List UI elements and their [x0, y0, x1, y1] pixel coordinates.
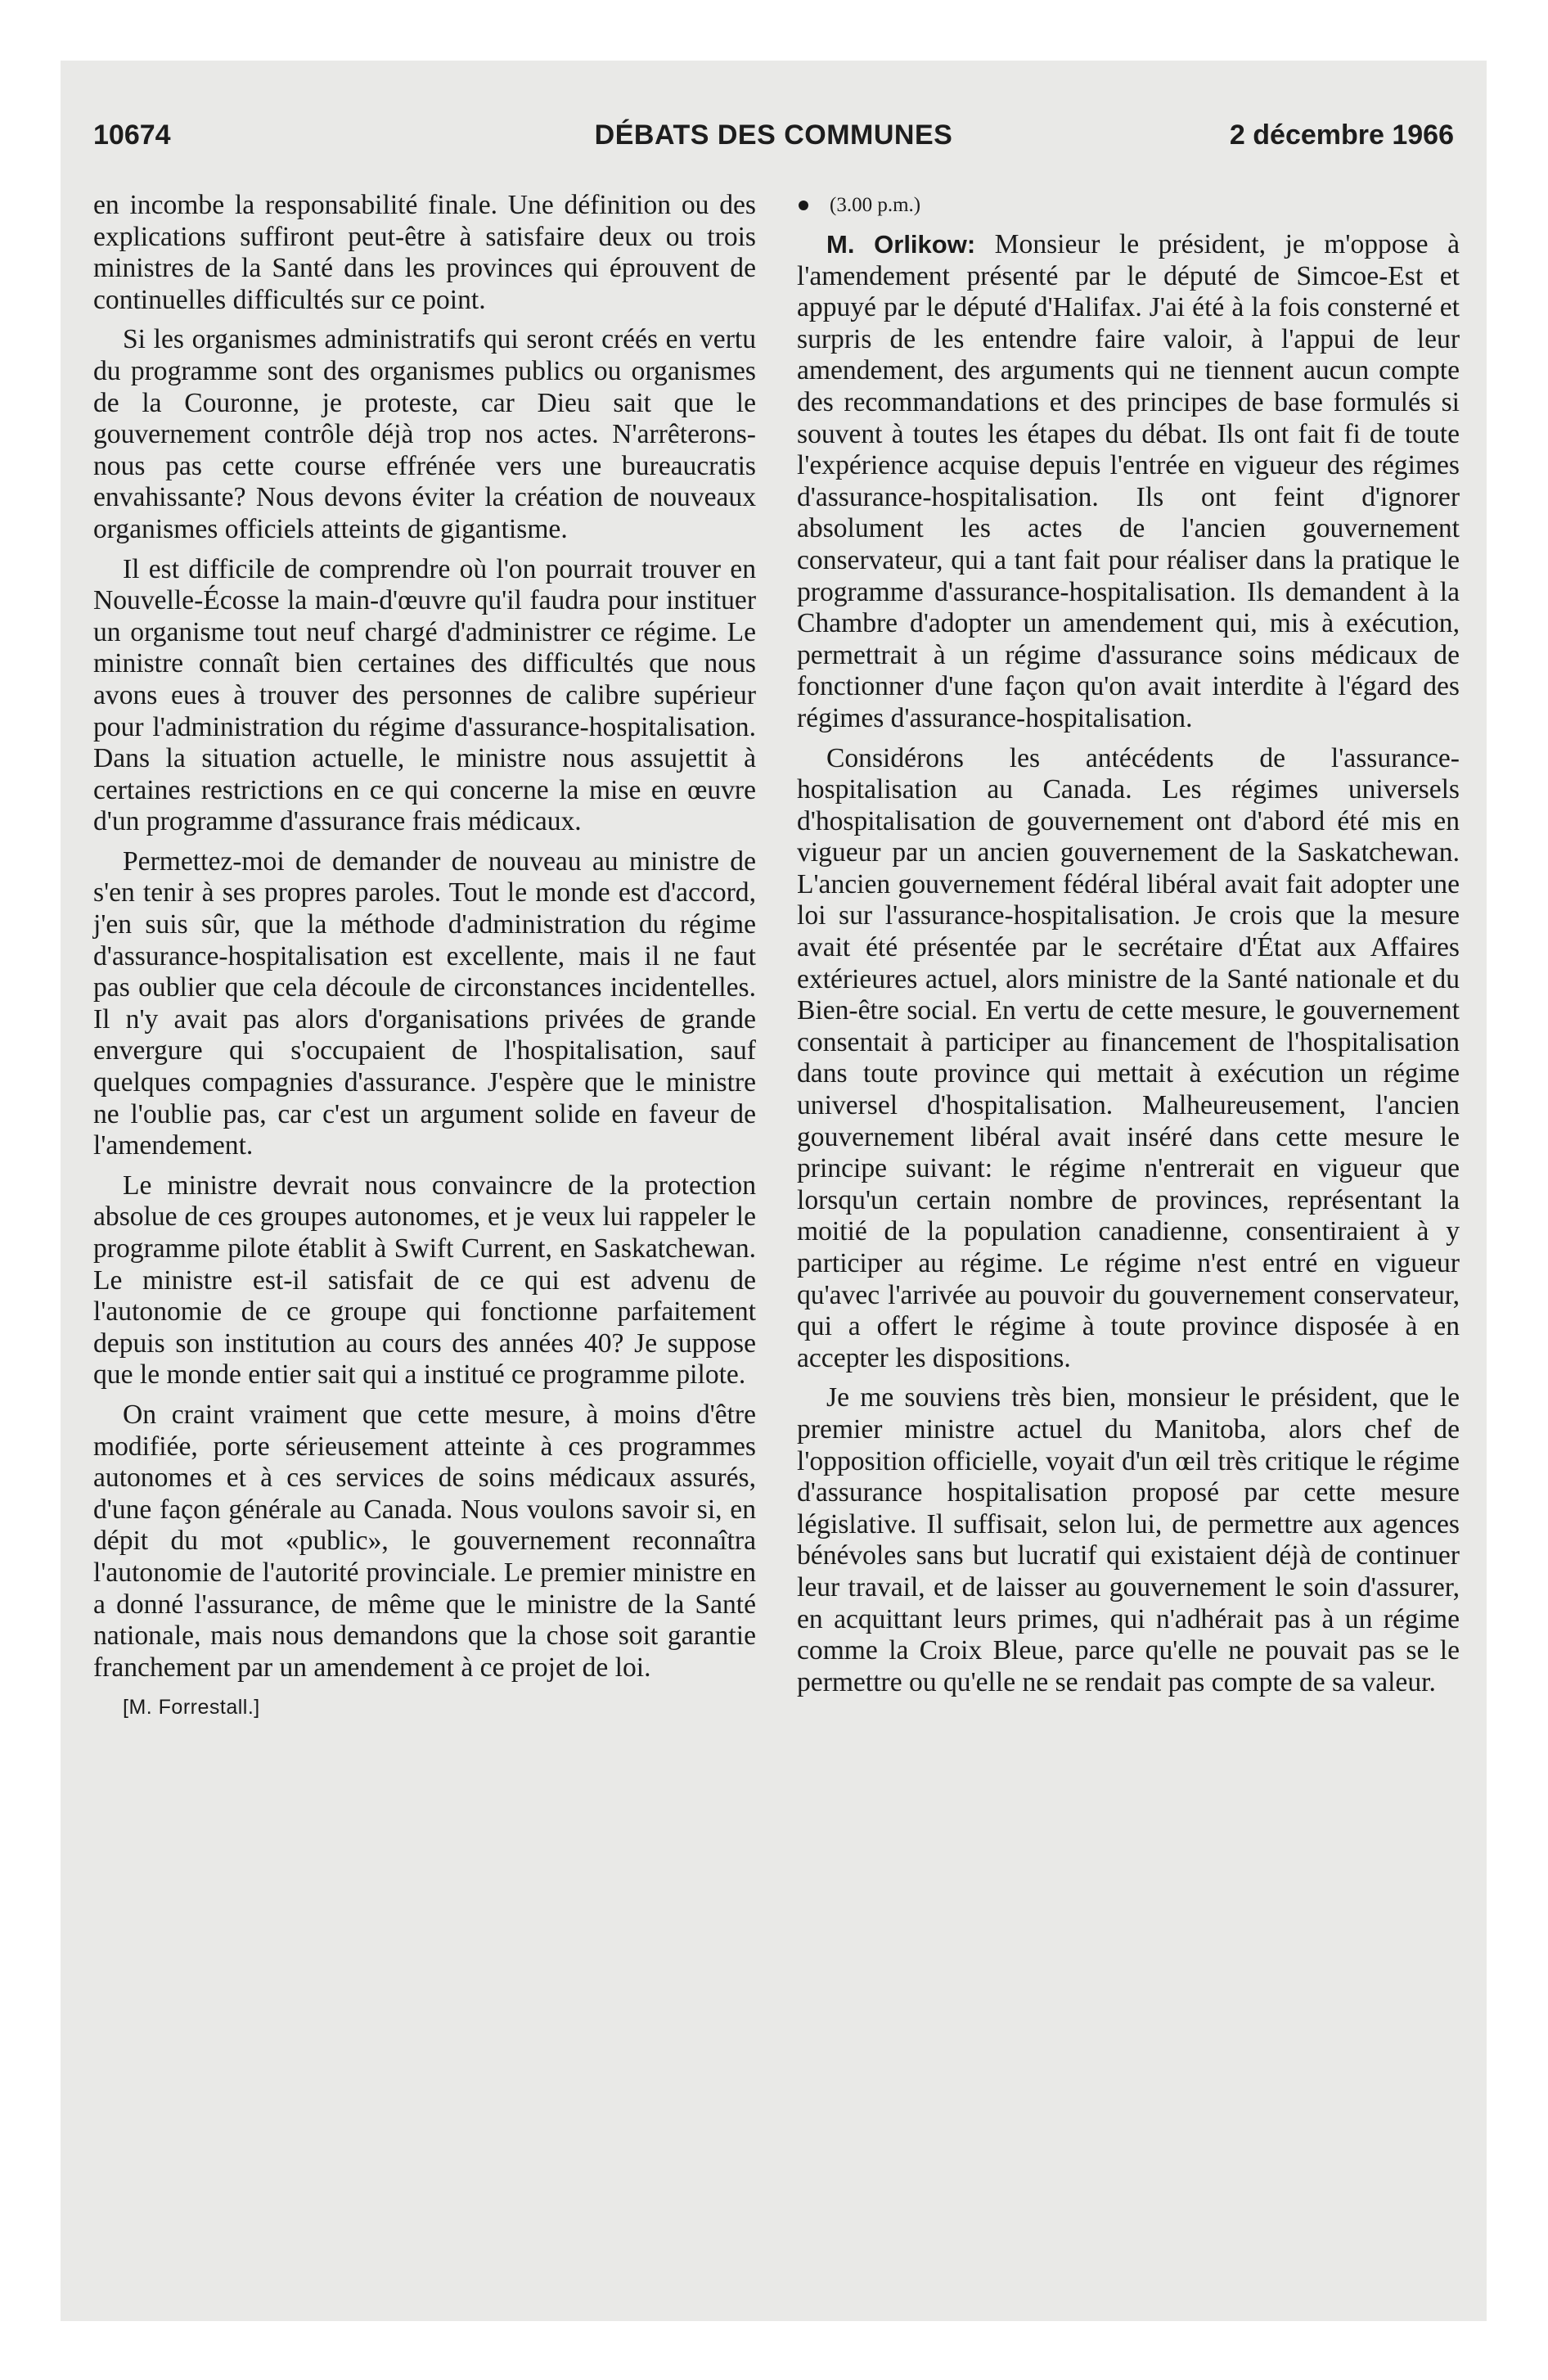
paragraph: Permettez-moi de demander de nouveau au ministre de s'en tenir à ses propres paroles. Tout le monde est d'accord, j'en suis sûr, que la méthode d'administration du régime d'assurance-hospitalisation est excellente, mais il ne faut pas oublier que cela découle de circonstances incidentelles. Il n'y avait pas alors d'organisations privées de grande envergure qui s'occupaient de l'hospitalisation, sauf quelques compagnies d'assurance. J'espère que le ministre ne l'oublie pas, car c'est un argument solide en faveur de l'amendement. — [93, 845, 756, 1161]
page-date: 2 décembre 1966 — [1229, 119, 1454, 151]
time-marker-line — [797, 190, 1460, 221]
paragraph: Considérons les antécédents de l'assurance-hospitalisation au Canada. Les régimes universels d'hospitalisation de gouvernement ont d'abord été mis en vigueur par un ancien gouvernement de la Saskatchewan. L'ancien gouvernement fédéral libéral avait fait adopter une loi sur l'assurance-hospitalisation. Je crois que la mesure avait été présentée par le secrétaire d'État aux Affaires extérieures actuel, alors ministre de la Santé nationale et du Bien-être social. En vertu de cette mesure, le gouvernement consentait à participer au financement de l'hospitalisation dans toute province qui mettait à exécution un régime universel d'hospitalisation. Malheureusement, l'ancien gouvernement libéral avait inséré dans cette mesure le principe suivant: le régime n'entrerait en vigueur que lorsqu'un certain nombre de provinces, représentant la moitié de la population canadienne, consentiraient à y participer au régime. Le régime n'est entré en vigueur qu'avec l'arrivée au pouvoir du gouvernement conservateur, qui a offert le régime à toute province disposée à en accepter les dispositions. — [797, 742, 1460, 1373]
paragraph: Le ministre devrait nous convaincre de la protection absolue de ces groupes autonomes, et je veux lui rappeler le programme pilote établit à Swift Current, en Saskatchewan. Le ministre est-il satisfait de ce qui est advenu de l'autonomie de ce groupe qui fonctionne parfaitement depuis son institution au cours des années 40? Je suppose que le monde entier sait qui a institué ce programme pilote. — [93, 1170, 756, 1391]
page-number: 10674 — [93, 119, 171, 151]
paragraph: On craint vraiment que cette mesure, à moins d'être modifiée, porte sérieusement atteinte à ces programmes autonomes et à ces services de soins médicaux assurés, d'une façon générale au Canada. Nous voulons savoir si, en dépit du mot «public», le gouvernement reconnaîtra l'autonomie de l'autorité provinciale. Le premier ministre en a donné l'assurance, de même que le ministre de la Santé nationale, mais nous demandons que la chose soit garantie franchement par un amendement à ce projet de loi. — [93, 1399, 756, 1683]
scanned-page — [61, 61, 1487, 2321]
page-header — [93, 119, 1454, 159]
paragraph: Si les organismes administratifs qui seront créés en vertu du programme sont des organismes publics ou organismes de la Couronne, je proteste, car Dieu sait que le gouvernement contrôle déjà trop nos actes. N'arrêterons-nous pas cette course effrénée vers une bureaucratis envahissante? Nous devons éviter la création de nouveaux organismes officiels atteints de gigantisme. — [93, 324, 756, 544]
paragraph: en incombe la responsabilité finale. Une définition ou des explications suffiront peut-être à satisfaire deux ou trois ministres de la Santé dans les provinces qui éprouvent de continuelles difficultés sur ce point. — [93, 190, 756, 315]
paragraph: Il est difficile de comprendre où l'on pourrait trouver en Nouvelle-Écosse la main-d'œuvre qu'il faudra pour instituer un organisme tout neuf chargé d'administrer ce régime. Le ministre connaît bien certaines des difficultés que nous avons eues à trouver des personnes de calibre supérieur pour l'administration du régime d'assurance-hospitalisation. Dans la situation actuelle, le ministre nous assujettit à certaines restrictions en ce qui concerne la mise en œuvre d'un programme d'assurance frais médicaux. — [93, 553, 756, 837]
speaker-name: M. Orlikow: — [826, 230, 976, 259]
time-marker: (3.00 p.m.) — [830, 194, 921, 216]
paragraph: Je me souviens très bien, monsieur le président, que le premier ministre actuel du Manitoba, alors chef de l'opposition officielle, voyait d'un œil très critique le régime d'assurance hospitalisation proposé par cette mesure législative. Il suffisait, selon lui, de permettre aux agences bénévoles sans but lucratif qui existaient déjà de continuer leur travail, et de laisser au gouvernement le soin d'assurer, en acquittant leurs primes, qui n'adhérait pas à un régime comme la Croix Bleue, parce qu'elle ne pouvait pas se le permettre ou qu'elle ne se rendait pas compte de sa valeur. — [797, 1382, 1460, 1697]
right-column — [797, 190, 1460, 1706]
speech-paragraph — [797, 229, 1460, 735]
speaker-signoff: [M. Forrestall.] — [123, 1696, 260, 1720]
left-column — [93, 190, 756, 1732]
page-title: DÉBATS DES COMMUNES — [594, 119, 953, 151]
bullet-icon — [799, 201, 808, 210]
speech-text: Monsieur le président, je m'oppose à l'amendement présenté par le député de Simcoe-Est et appuyé par le député d'Halifax. J'ai été à la fois consterné et surpris de les entendre faire valoir, à l'appui de leur amendement, des arguments qui ne tiennent aucun compte des recommandations et des principes de base formulés si souvent à toutes les étapes du débat. Ils ont fait fi de toute l'expérience acquise depuis l'entrée en vigueur des régimes d'assurance-hospitalisation. Ils ont feint d'ignorer absolument les actes de l'ancien gouvernement conservateur, qui a tant fait pour réaliser dans la pratique le programme d'assurance-hospitalisation. Ils demandent à la Chambre d'adopter un amendement qui, mis à exécution, permettrait à un régime d'assurance soins médicaux de fonctionner d'une façon qu'on avait interdite à l'égard des régimes d'assurance-hospitalisation. — [797, 229, 1460, 733]
